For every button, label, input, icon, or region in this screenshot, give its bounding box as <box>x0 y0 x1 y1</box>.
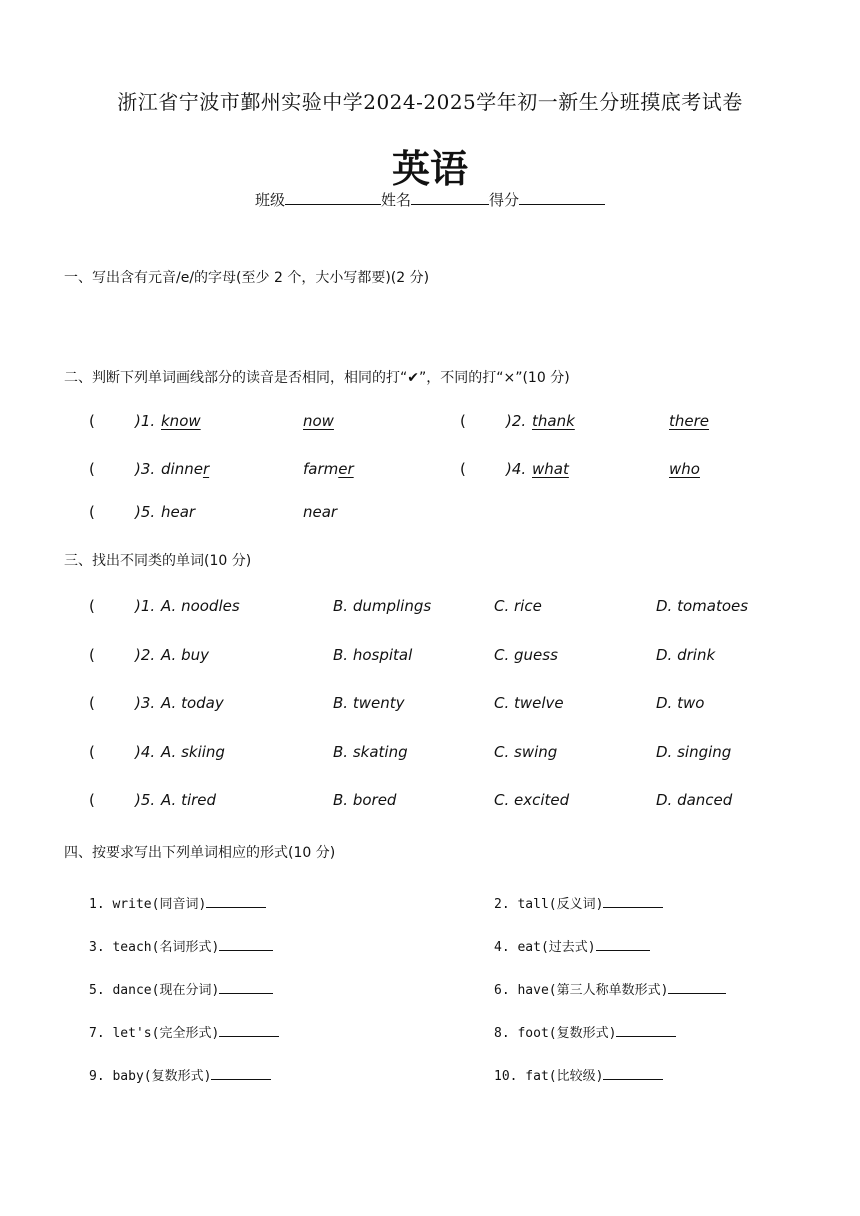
question-number: )5. <box>135 503 156 521</box>
option-a: A. buy <box>161 646 209 664</box>
word-b: there <box>669 412 710 430</box>
answer-blank[interactable] <box>668 979 726 994</box>
word-form-question: 3. teach(名词形式) <box>89 936 273 955</box>
option-c: C. excited <box>494 791 570 809</box>
option-a: A. today <box>161 694 224 712</box>
pronunciation-row <box>0 412 860 436</box>
word-form-row <box>0 936 860 960</box>
option-d: D. singing <box>656 743 732 761</box>
answer-paren[interactable]: ( <box>89 597 95 615</box>
answer-paren[interactable]: ( <box>89 694 95 712</box>
word-a: what <box>532 460 569 478</box>
word-a: know <box>161 412 201 430</box>
word-form-question: 4. eat(过去式) <box>494 936 650 955</box>
word-form-question: 1. write(同音词) <box>89 893 266 912</box>
odd-one-out-row <box>0 597 860 621</box>
question-number: )2. <box>135 646 156 664</box>
option-b: B. hospital <box>333 646 413 664</box>
option-c: C. swing <box>494 743 558 761</box>
answer-paren[interactable]: ( <box>89 503 95 521</box>
option-b: B. skating <box>333 743 408 761</box>
word-form-row <box>0 979 860 1003</box>
question-number: )4. <box>135 743 156 761</box>
word-a: dinner <box>161 460 210 478</box>
question-number: )5. <box>135 791 156 809</box>
question-number: )1. <box>135 597 156 615</box>
option-c: C. guess <box>494 646 558 664</box>
option-d: D. danced <box>656 791 733 809</box>
option-a: A. skiing <box>161 743 225 761</box>
answer-paren[interactable]: ( <box>89 412 95 430</box>
answer-blank[interactable] <box>206 893 266 908</box>
option-b: B. bored <box>333 791 397 809</box>
question-number: )3. <box>135 460 156 478</box>
odd-one-out-row <box>0 694 860 718</box>
word-b: near <box>303 503 338 521</box>
word-form-row <box>0 893 860 917</box>
name-label: 姓名 <box>380 191 411 209</box>
word-b: now <box>303 412 334 430</box>
section-2-heading: 二、判断下列单词画线部分的读音是否相同，相同的打“✔”，不同的打“×”(10 分) <box>64 370 570 386</box>
word-a: thank <box>532 412 575 430</box>
word-form-row <box>0 1022 860 1046</box>
question-number: )4. <box>506 460 527 478</box>
section-1-heading: 一、写出含有元音/e/的字母(至少 2 个，大小写都要)(2 分) <box>64 270 430 286</box>
answer-blank[interactable] <box>219 979 273 994</box>
word-a: hear <box>161 503 196 521</box>
option-a: A. noodles <box>161 597 240 615</box>
odd-one-out-row <box>0 791 860 815</box>
class-blank[interactable] <box>285 189 381 205</box>
answer-paren[interactable]: ( <box>89 743 95 761</box>
score-blank[interactable] <box>519 189 605 205</box>
word-form-question: 10. fat(比较级) <box>494 1065 663 1084</box>
option-b: B. dumplings <box>333 597 432 615</box>
answer-paren[interactable]: ( <box>460 412 466 430</box>
word-form-question: 8. foot(复数形式) <box>494 1022 676 1041</box>
answer-blank[interactable] <box>616 1022 676 1037</box>
answer-blank[interactable] <box>219 1022 279 1037</box>
word-form-question: 5. dance(现在分词) <box>89 979 273 998</box>
question-number: )2. <box>506 412 527 430</box>
option-c: C. rice <box>494 597 542 615</box>
answer-paren[interactable]: ( <box>89 460 95 478</box>
pronunciation-row <box>0 503 860 527</box>
answer-paren[interactable]: ( <box>89 646 95 664</box>
word-form-question: 7. let's(完全形式) <box>89 1022 279 1041</box>
score-label: 得分 <box>489 191 520 209</box>
answer-blank[interactable] <box>603 893 663 908</box>
option-c: C. twelve <box>494 694 564 712</box>
answer-blank[interactable] <box>603 1065 663 1080</box>
student-info-line <box>0 189 860 210</box>
odd-one-out-row <box>0 743 860 767</box>
section-4-heading: 四、按要求写出下列单词相应的形式(10 分) <box>64 845 336 861</box>
word-b: who <box>669 460 700 478</box>
page-title: 英语 <box>391 147 468 191</box>
name-blank[interactable] <box>411 189 489 205</box>
answer-blank[interactable] <box>596 936 650 951</box>
word-b: farmer <box>303 460 354 478</box>
answer-paren[interactable]: ( <box>89 791 95 809</box>
word-form-row <box>0 1065 860 1089</box>
word-form-question: 2. tall(反义词) <box>494 893 663 912</box>
question-number: )3. <box>135 694 156 712</box>
odd-one-out-row <box>0 646 860 670</box>
option-d: D. tomatoes <box>656 597 749 615</box>
option-d: D. drink <box>656 646 716 664</box>
section-3-heading: 三、找出不同类的单词(10 分) <box>64 553 252 569</box>
pronunciation-row <box>0 460 860 484</box>
answer-paren[interactable]: ( <box>460 460 466 478</box>
option-a: A. tired <box>161 791 217 809</box>
class-label: 班级 <box>254 191 285 209</box>
option-b: B. twenty <box>333 694 405 712</box>
exam-subtitle: 浙江省宁波市鄞州实验中学2024-2025学年初一新生分班摸底考试卷 <box>117 90 743 114</box>
word-form-question: 6. have(第三人称单数形式) <box>494 979 726 998</box>
answer-blank[interactable] <box>211 1065 271 1080</box>
answer-blank[interactable] <box>219 936 273 951</box>
question-number: )1. <box>135 412 156 430</box>
word-form-question: 9. baby(复数形式) <box>89 1065 271 1084</box>
option-d: D. two <box>656 694 705 712</box>
